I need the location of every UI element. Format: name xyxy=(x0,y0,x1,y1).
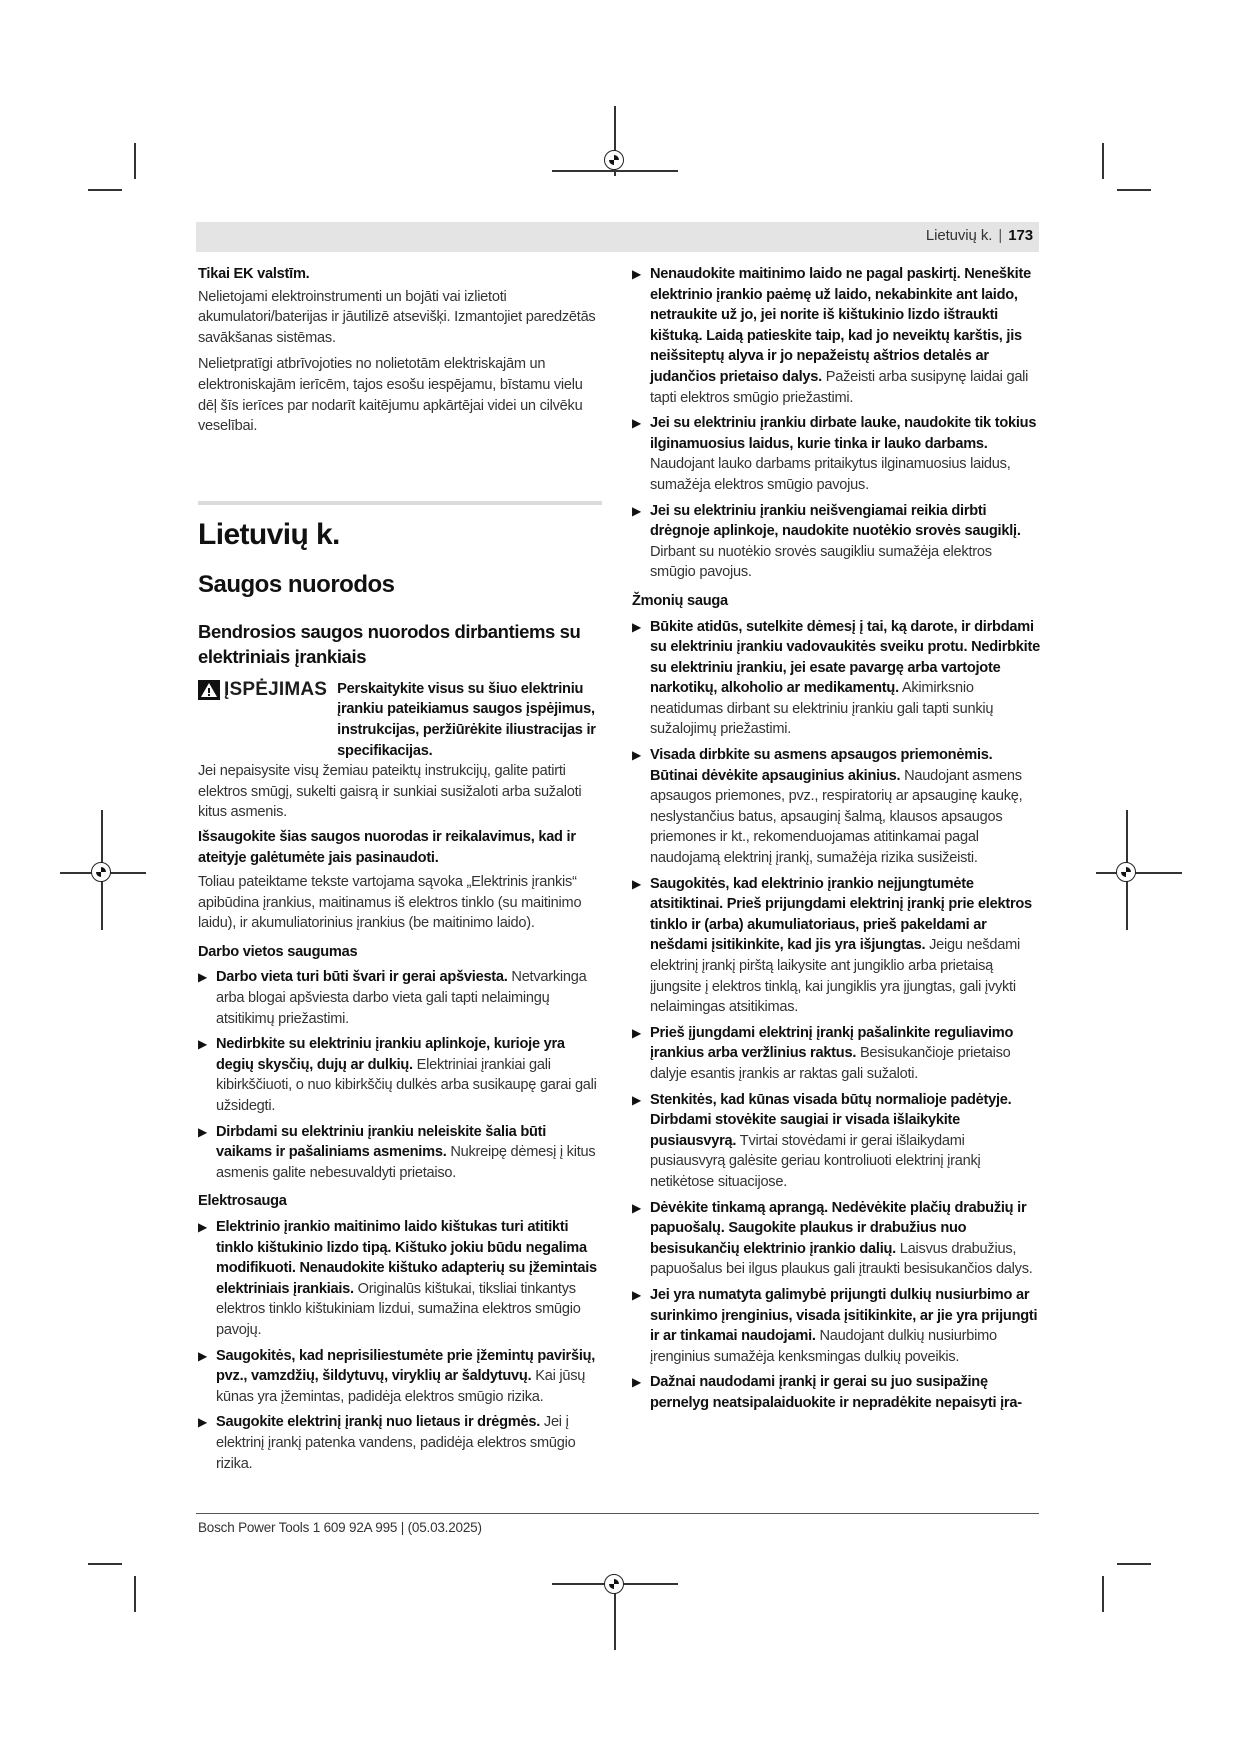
bullet-arrow-icon: ▶ xyxy=(632,1200,641,1215)
bullet-arrow-icon: ▶ xyxy=(632,748,641,763)
list-item xyxy=(198,967,605,1029)
subsection-title: Bendrosios saugos nuorodos dirbantiems su elektriniais įrankiais xyxy=(198,620,581,667)
list-item xyxy=(198,1122,605,1184)
footer-rule xyxy=(196,1513,1039,1514)
item-bold: Būkite atidūs, sutelkite dėmesį į tai, ką darote, ir dirbdami su elektriniu įrankiu vadovaukitės sveiku protu. Nedirbkite su elektriniu įrankiu, jei esate pavargę arba vartojote narkotikų, alkoholio ar medikamentų. xyxy=(650,618,1040,697)
bullet-arrow-icon: ▶ xyxy=(632,267,641,281)
item-text: Naudojant dulkių nusiurbimo įrenginius sumažėja kenksmingas dulkių poveikis. xyxy=(650,1328,997,1365)
warning-label xyxy=(198,680,327,701)
language-title: Lietuvių k. xyxy=(198,517,340,551)
bullet-arrow-icon: ▶ xyxy=(632,876,641,891)
page-header xyxy=(196,222,1039,252)
crop-mark xyxy=(552,170,678,172)
bullet-arrow-icon: ▶ xyxy=(198,1037,207,1052)
item-bold: Jei su elektriniu įrankiu neišvengiamai reikia dirbti drėgnoje aplinkoje, naudokite nuotėkio srovės saugiklį. xyxy=(650,502,1021,540)
crop-mark xyxy=(1117,189,1151,191)
item-bold: Stenkitės, kad kūnas visada būtų normalioje padėtyje. Dirbdami stovėkite saugiai ir visada išlaikykite pusiausvyrą. xyxy=(650,1091,1012,1149)
list-item xyxy=(632,264,1040,408)
item-bold: Saugokitės, kad neprisiliestumėte prie įžemintų paviršių, pvz., vamzdžių, šildytuvų, viryklių ar šaldytuvų. xyxy=(216,1347,596,1385)
list-item xyxy=(198,1217,605,1341)
item-text: Naudojant asmens apsaugos priemones, pvz., respiratorių ar apsauginę kaukę, neslystančius batus, apsauginį šalmą, klausos apsaugos priemones ir kt., rekomenduojamas atitinkamai pagal naudojamą elektrinį įrankį, sumažėja rizika susižeisti. xyxy=(650,767,1023,867)
item-bold: Nenaudokite maitinimo laido ne pagal paskirtį. Neneškite elektrinio įrankio paėmę už laido, nekabinkite ant laido, netraukite už jo, jei norite iš kištukinio lizdo ištraukti kištuką. Laidą patieskite taip, kad jo neveiktų karštis, jis neišsiteptų alyva ir jo nepažeistų aštrios detalės ar judančios prietaiso dalys. xyxy=(650,266,1031,385)
item-bold: Prieš įjungdami elektrinį įrankį pašalinkite reguliavimo įrankius arba veržlinius raktus. xyxy=(650,1024,1014,1062)
crop-mark xyxy=(134,1576,136,1612)
list-item xyxy=(632,1023,1040,1085)
list-item xyxy=(632,501,1040,583)
crop-mark xyxy=(1117,1563,1151,1565)
item-bold: Darbo vieta turi būti švari ir gerai apšviesta. xyxy=(216,969,508,986)
item-text: Nukreipę dėmesį į kitus asmenis galite nebesuvaldyti prietaiso. xyxy=(216,1144,596,1181)
list-item xyxy=(198,1412,605,1474)
ek-heading: Tikai EK valstīm. xyxy=(198,266,310,282)
item-text: Kai jūsų kūnas yra įžemintas, padidėja elektros smūgio rizika. xyxy=(216,1368,586,1405)
bullet-arrow-icon: ▶ xyxy=(632,1287,641,1302)
item-bold: Elektrinio įrankio maitinimo laido kištukas turi atitikti tinklo kištukinio lizdo tipą. Kištuko jokiu būdu negalima modifikuoti. Nenaudokite kištuko adapterių su įžemintais elektriniais įrankiais. xyxy=(216,1219,597,1297)
page-footer: Bosch Power Tools 1 609 92A 995 | (05.03.2025) xyxy=(198,1520,482,1535)
crop-mark xyxy=(1102,143,1104,179)
header-separator: | xyxy=(998,227,1003,244)
electrical-safety-heading: Elektrosauga xyxy=(198,1193,287,1210)
bullet-arrow-icon: ▶ xyxy=(632,1025,641,1040)
ek-paragraph-2: Nelietpratīgi atbrīvojoties no nolietotām elektriskajām un elektroniskajām ierīcēm, tajos esošu iespējamu, bīstamu vielu dēļ šīs ierīces par nodarīt kaitējumu apkārtējai videi un cilvēku veselībai. xyxy=(198,356,583,435)
ek-paragraph-1: Nelietojami elektroinstrumenti un bojāti vai izlietoti akumulatori/baterijas ir jāutilizē atsevišķi. Izmantojiet paredzētās savākšanas sistēmas. xyxy=(198,288,596,346)
crop-mark xyxy=(134,143,136,179)
item-bold: Saugokite elektrinį įrankį nuo lietaus ir drėgmės. xyxy=(216,1414,541,1431)
list-item xyxy=(632,413,1040,495)
bullet-arrow-icon: ▶ xyxy=(632,503,641,518)
bullet-arrow-icon: ▶ xyxy=(632,1092,641,1107)
page-number: 173 xyxy=(1008,227,1033,244)
item-bold: Dirbdami su elektriniu įrankiu neleiskite šalia būti vaikams ir pašaliniams asmenims. xyxy=(216,1123,547,1161)
registration-mark-icon xyxy=(604,150,624,170)
section-divider xyxy=(198,501,602,505)
item-bold: Dėvėkite tinkamą aprangą. Nedėvėkite plačių drabužių ir papuošalų. Saugokite plaukus ir drabužius nuo besisukančių elektrinio įrankio dalių. xyxy=(650,1199,1027,1257)
term-definition: Toliau pateiktame tekste vartojama sąvoka „Elektrinis įrankis“ apibūdina įrankius, maitinamus iš elektros tinklo (su maitinimo laidu), ir akumuliatorinius įrankius (be maitinimo laido). xyxy=(198,874,582,932)
item-text: Tvirtai stovėdami ir gerai išlaikydami pusiausvyrą galėsite geriau kontroliuoti elektrinį įrankį netikėtose situacijose. xyxy=(650,1132,981,1190)
item-text: Netvarkinga arba blogai apšviesta darbo vieta gali tapti nelaimingų atsitikimų priežastimi. xyxy=(216,969,587,1027)
section-title: Saugos nuorodos xyxy=(198,570,395,598)
crop-mark xyxy=(1096,872,1182,874)
warning-label-text: ĮSPĖJIMAS xyxy=(224,678,328,700)
registration-mark-icon xyxy=(91,862,111,882)
item-bold: Visada dirbkite su asmens apsaugos priemonėmis. Būtinai dėvėkite apsauginius akinius. xyxy=(650,747,993,784)
bullet-arrow-icon: ▶ xyxy=(198,1124,207,1139)
left-column xyxy=(198,264,605,1479)
item-text: Besisukančioje prietaiso dalyje esantis įrankis ar raktas gali sužaloti. xyxy=(650,1045,1011,1082)
item-bold: Jei su elektriniu įrankiu dirbate lauke, naudokite tik tokius ilginamuosius laidus, kurie tinka ir lauko darbams. xyxy=(650,415,1037,452)
bullet-arrow-icon: ▶ xyxy=(198,1415,207,1430)
bullet-arrow-icon: ▶ xyxy=(198,970,207,985)
item-bold: Nedirbkite su elektriniu įrankiu aplinkoje, kurioje yra degių skysčių, dujų ar dulkių. xyxy=(216,1036,565,1073)
item-text: Laisvus drabužius, papuošalus bei ilgus plaukus gali įtraukti besisukančios dalys. xyxy=(650,1240,1033,1278)
item-text: Originalūs kištukai, tiksliai tinkantys elektros tinklo kištukiniam lizdui, sumažina elektros smūgio pavojų. xyxy=(216,1280,581,1338)
bullet-arrow-icon: ▶ xyxy=(632,619,641,634)
item-bold: Jei yra numatyta galimybė prijungti dulkių nusiurbimo ar surinkimo įrenginius, visada įsitikinkite, ar jie yra prijungti ir ar tinkamai naudojami. xyxy=(650,1286,1038,1345)
item-text: Pažeisti arba susipynę laidai gali tapti elektros smūgio priežastimi. xyxy=(650,368,1029,406)
list-item xyxy=(632,745,1040,869)
header-text xyxy=(926,227,1033,244)
item-text: Naudojant lauko darbams pritaikytus ilginamuosius laidus, sumažėja elektros smūgio pavojus. xyxy=(650,456,1011,493)
warning-text: Jei nepaisysite visų žemiau pateiktų instrukcijų, galite patirti elektros smūgį, sukelti gaisrą ir sunkiai susižaloti arba sužaloti kitus asmenis. xyxy=(198,763,582,821)
bullet-arrow-icon: ▶ xyxy=(198,1220,207,1234)
list-item xyxy=(632,1285,1040,1367)
personal-safety-list xyxy=(632,617,1040,1414)
warning-bold-text: Perskaitykite visus su šiuo elektriniu įrankiu pateikiamus saugos įspėjimus, instrukcijas, peržiūrėkite iliustracijas ir specifikacijas. xyxy=(337,680,596,759)
keep-instructions: Išsaugokite šias saugos nuorodas ir reikalavimus, kad ir ateityje galėtumėte jais pasinaudoti. xyxy=(198,828,576,866)
bullet-arrow-icon: ▶ xyxy=(198,1348,207,1363)
item-text: Elektriniai įrankiai gali kibirkščiuoti, o nuo kibirkščių dulkės arba susikaupę garai gali užsidegti. xyxy=(216,1056,597,1115)
item-bold: Dažnai naudodami įrankį ir gerai su juo susipažinę pernelyg neatsipalaiduokite ir nepradėkite nepaisyti įra- xyxy=(650,1374,1022,1411)
header-language: Lietuvių k. xyxy=(925,227,993,244)
item-bold: Saugokitės, kad elektrinio įrankio neįjungtumėte atsitiktinai. Prieš prijungdami elektrinį įrankį prie elektros tinklo ir (arba) akumuliatoriaus, prieš pakeldami ar nešdami įsitikinkite, kad jis yra išjungtas. xyxy=(650,875,1032,954)
item-text: Jeigu nešdami elektrinį įrankį pirštą laikysite ant jungiklio arba prietaisą įjungsite į elektros tinklą, kai jungiklis yra įjungtas, gali įvykti nelaimingas atsitikimas. xyxy=(650,937,1020,1016)
list-item xyxy=(198,1346,605,1408)
work-area-heading: Darbo vietos saugumas xyxy=(198,943,358,960)
bullet-arrow-icon: ▶ xyxy=(632,1375,641,1390)
item-text: Dirbant su nuotėkio srovės saugikliu sumažėja elektros smūgio pavojus. xyxy=(650,543,992,581)
item-text: Akimirksnio neatidumas dirbant su elektriniu įrankiu gali tapti sunkių sužalojimų priežastimi. xyxy=(650,680,994,738)
electrical-safety-list xyxy=(198,1217,605,1474)
registration-mark-icon xyxy=(1116,862,1136,882)
list-item xyxy=(632,874,1040,1018)
list-item xyxy=(632,1198,1040,1280)
list-item xyxy=(632,1090,1040,1193)
crop-mark xyxy=(88,189,122,191)
electrical-safety-list-continued xyxy=(632,264,1040,583)
list-item xyxy=(198,1034,605,1116)
list-item xyxy=(632,1372,1040,1413)
personal-safety-heading: Žmonių sauga xyxy=(632,592,728,609)
registration-mark-icon xyxy=(604,1574,624,1594)
right-column xyxy=(632,264,1040,1418)
bullet-arrow-icon: ▶ xyxy=(632,416,641,431)
list-item xyxy=(632,617,1040,741)
work-area-list xyxy=(198,967,605,1183)
crop-mark xyxy=(88,1563,122,1565)
warning-triangle-icon xyxy=(198,680,220,700)
warning-block xyxy=(198,679,605,761)
item-text: Jei į elektrinį įrankį patenka vandens, padidėja elektros smūgio rizika. xyxy=(216,1414,576,1472)
crop-mark xyxy=(1102,1576,1104,1612)
